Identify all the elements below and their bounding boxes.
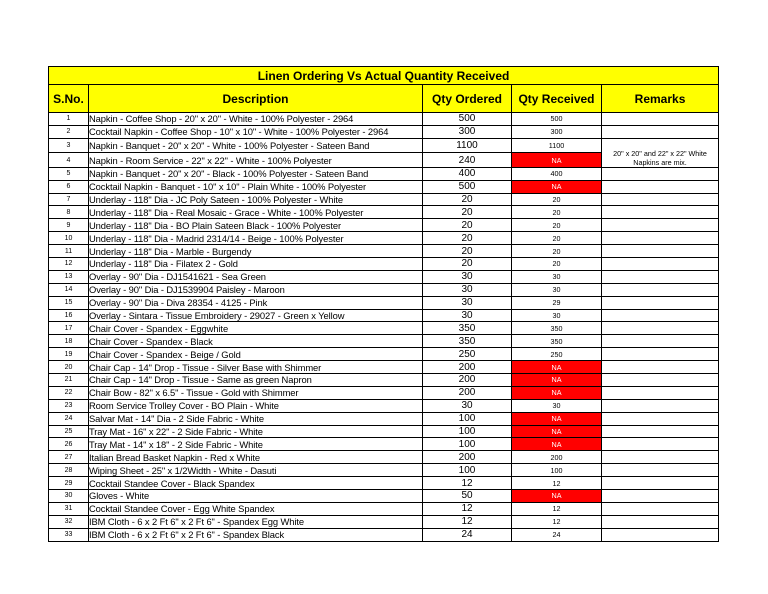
cell-qty-received[interactable]: 500 xyxy=(512,113,602,126)
cell-sno[interactable]: 29 xyxy=(49,477,89,490)
cell-sno[interactable]: 13 xyxy=(49,270,89,283)
cell-qty-ordered[interactable]: 12 xyxy=(423,502,512,515)
cell-description[interactable]: Cocktail Standee Cover - Egg White Spandex xyxy=(89,502,423,515)
cell-description[interactable]: Napkin - Banquet - 20" x 20" - White - 100% Polyester - Sateen Band xyxy=(89,138,423,153)
cell-description[interactable]: Salvar Mat - 14" Dia - 2 Side Fabric - White xyxy=(89,412,423,425)
cell-sno[interactable]: 9 xyxy=(49,219,89,232)
remark-note: 20" x 20" and 22" x 22" White Napkins are mix. xyxy=(613,148,707,167)
header-description[interactable]: Description xyxy=(89,85,423,113)
cell-description[interactable]: Napkin - Room Service - 22" x 22" - White - 100% Polyester xyxy=(89,153,423,168)
cell-qty-ordered[interactable]: 100 xyxy=(423,438,512,451)
cell-description[interactable]: Wiping Sheet - 25" x 1/2Width - White - Dasuti xyxy=(89,464,423,477)
cell-remarks[interactable] xyxy=(602,374,719,387)
table-row xyxy=(49,296,719,309)
cell-qty-received[interactable]: NA xyxy=(512,425,602,438)
cell-sno[interactable]: 10 xyxy=(49,232,89,245)
cell-description[interactable]: Cocktail Napkin - Banquet - 10" x 10" - Plain White - 100% Polyester xyxy=(89,180,423,193)
cell-remarks[interactable] xyxy=(602,283,719,296)
table-row xyxy=(49,180,719,193)
cell-qty-received[interactable]: NA xyxy=(512,386,602,399)
cell-description[interactable]: Chair Cover - Spandex - Beige / Gold xyxy=(89,348,423,361)
cell-description[interactable]: Underlay - 118" Dia - Real Mosaic - Grace - White - 100% Polyester xyxy=(89,206,423,219)
cell-remarks[interactable] xyxy=(602,258,719,271)
cell-description[interactable]: Tray Mat - 16" x 22" - 2 Side Fabric - White xyxy=(89,425,423,438)
cell-qty-received[interactable]: 350 xyxy=(512,335,602,348)
cell-sno[interactable]: 2 xyxy=(49,125,89,138)
cell-sno[interactable]: 31 xyxy=(49,502,89,515)
table-row xyxy=(49,193,719,206)
table-row xyxy=(49,125,719,138)
cell-remarks[interactable] xyxy=(602,193,719,206)
cell-qty-ordered[interactable]: 1100 xyxy=(423,138,512,153)
cell-description[interactable]: Chair Cap - 14" Drop - Tissue - Same as green Napron xyxy=(89,374,423,387)
cell-sno[interactable]: 7 xyxy=(49,193,89,206)
cell-qty-received[interactable]: 29 xyxy=(512,296,602,309)
cell-description[interactable]: Gloves - White xyxy=(89,490,423,503)
cell-sno[interactable]: 6 xyxy=(49,180,89,193)
cell-qty-received[interactable]: 100 xyxy=(512,464,602,477)
cell-description[interactable]: Cocktail Standee Cover - Black Spandex xyxy=(89,477,423,490)
cell-qty-received[interactable]: 250 xyxy=(512,348,602,361)
cell-qty-ordered[interactable]: 500 xyxy=(423,113,512,126)
cell-remarks[interactable] xyxy=(602,361,719,374)
cell-qty-ordered[interactable]: 20 xyxy=(423,219,512,232)
cell-qty-ordered[interactable]: 12 xyxy=(423,477,512,490)
cell-remarks[interactable] xyxy=(602,180,719,193)
cell-qty-received[interactable]: 12 xyxy=(512,515,602,528)
cell-qty-received[interactable]: 30 xyxy=(512,399,602,412)
cell-remarks[interactable] xyxy=(602,335,719,348)
cell-sno[interactable]: 16 xyxy=(49,309,89,322)
cell-qty-ordered[interactable]: 200 xyxy=(423,361,512,374)
cell-qty-ordered[interactable]: 30 xyxy=(423,270,512,283)
header-qty-ordered[interactable]: Qty Ordered xyxy=(423,85,512,113)
cell-qty-received[interactable]: 20 xyxy=(512,232,602,245)
cell-description[interactable]: Overlay - 90" Dia - DJ1539904 Paisley - Maroon xyxy=(89,283,423,296)
cell-qty-ordered[interactable]: 50 xyxy=(423,490,512,503)
cell-sno[interactable]: 30 xyxy=(49,490,89,503)
cell-qty-received[interactable]: 20 xyxy=(512,258,602,271)
cell-qty-received[interactable]: NA xyxy=(512,374,602,387)
table-row xyxy=(49,113,719,126)
cell-qty-received[interactable]: 300 xyxy=(512,125,602,138)
cell-description[interactable]: Overlay - Sintara - Tissue Embroidery - 29027 - Green x Yellow xyxy=(89,309,423,322)
cell-qty-ordered[interactable]: 100 xyxy=(423,425,512,438)
cell-qty-ordered[interactable]: 200 xyxy=(423,374,512,387)
cell-remarks[interactable] xyxy=(602,451,719,464)
cell-sno[interactable]: 8 xyxy=(49,206,89,219)
cell-remarks[interactable] xyxy=(602,502,719,515)
cell-qty-ordered[interactable]: 250 xyxy=(423,348,512,361)
table-row xyxy=(49,245,719,258)
cell-remarks[interactable] xyxy=(602,425,719,438)
table-row xyxy=(49,219,719,232)
table-row xyxy=(49,464,719,477)
table-row xyxy=(49,258,719,271)
cell-description[interactable]: IBM Cloth - 6 x 2 Ft 6" x 2 Ft 6" - Spandex Black xyxy=(89,528,423,541)
cell-qty-ordered[interactable]: 350 xyxy=(423,322,512,335)
table-row xyxy=(49,283,719,296)
cell-qty-received[interactable]: 30 xyxy=(512,270,602,283)
cell-qty-received[interactable]: 350 xyxy=(512,322,602,335)
cell-description[interactable]: Overlay - 90" Dia - DJ1541621 - Sea Green xyxy=(89,270,423,283)
table-row xyxy=(49,515,719,528)
cell-remarks[interactable] xyxy=(602,528,719,541)
table-row xyxy=(49,206,719,219)
cell-remarks[interactable] xyxy=(602,515,719,528)
cell-sno[interactable]: 21 xyxy=(49,374,89,387)
cell-qty-received[interactable]: NA xyxy=(512,438,602,451)
cell-qty-received[interactable]: NA xyxy=(512,180,602,193)
table-row xyxy=(49,361,719,374)
table-row xyxy=(49,399,719,412)
cell-description[interactable]: Room Service Trolley Cover - BO Plain - White xyxy=(89,399,423,412)
cell-sno[interactable]: 26 xyxy=(49,438,89,451)
cell-sno[interactable]: 25 xyxy=(49,425,89,438)
cell-sno[interactable]: 22 xyxy=(49,386,89,399)
cell-qty-ordered[interactable]: 12 xyxy=(423,515,512,528)
cell-remarks[interactable] xyxy=(602,296,719,309)
cell-qty-received[interactable]: 30 xyxy=(512,283,602,296)
cell-description[interactable]: Overlay - 90" Dia - Diva 28354 - 4125 - Pink xyxy=(89,296,423,309)
cell-sno[interactable]: 17 xyxy=(49,322,89,335)
cell-qty-received[interactable]: 400 xyxy=(512,167,602,180)
cell-sno[interactable]: 4 xyxy=(49,153,89,168)
cell-remarks[interactable] xyxy=(602,322,719,335)
cell-sno[interactable]: 15 xyxy=(49,296,89,309)
cell-description[interactable]: Napkin - Coffee Shop - 20" x 20" - White - 100% Polyester - 2964 xyxy=(89,113,423,126)
cell-sno[interactable]: 24 xyxy=(49,412,89,425)
cell-qty-received[interactable]: 20 xyxy=(512,206,602,219)
cell-description[interactable]: Underlay - 118" Dia - Madrid 2314/14 - Beige - 100% Polyester xyxy=(89,232,423,245)
cell-sno[interactable]: 33 xyxy=(49,528,89,541)
cell-remarks[interactable] xyxy=(602,245,719,258)
cell-remarks[interactable] xyxy=(602,206,719,219)
cell-qty-ordered[interactable]: 20 xyxy=(423,245,512,258)
cell-qty-ordered[interactable]: 20 xyxy=(423,193,512,206)
table-row xyxy=(49,374,719,387)
cell-sno[interactable]: 20 xyxy=(49,361,89,374)
cell-qty-ordered[interactable]: 30 xyxy=(423,309,512,322)
table-row xyxy=(49,167,719,180)
table-row xyxy=(49,386,719,399)
header-row xyxy=(49,85,719,113)
cell-qty-received[interactable]: 20 xyxy=(512,193,602,206)
table-row xyxy=(49,477,719,490)
cell-remarks[interactable] xyxy=(602,232,719,245)
cell-description[interactable]: Underlay - 118" Dia - Filatex 2 - Gold xyxy=(89,258,423,271)
cell-remarks[interactable] xyxy=(602,490,719,503)
cell-remarks[interactable] xyxy=(602,219,719,232)
table-row xyxy=(49,309,719,322)
cell-remarks[interactable] xyxy=(602,167,719,180)
table-row xyxy=(49,348,719,361)
table-row xyxy=(49,528,719,541)
cell-description[interactable]: Chair Cover - Spandex - Black xyxy=(89,335,423,348)
cell-sno[interactable]: 3 xyxy=(49,138,89,153)
cell-sno[interactable]: 18 xyxy=(49,335,89,348)
cell-description[interactable]: Chair Bow - 82" x 6.5" - Tissue - Gold with Shimmer xyxy=(89,386,423,399)
cell-qty-ordered[interactable]: 200 xyxy=(423,451,512,464)
cell-qty-ordered[interactable]: 400 xyxy=(423,167,512,180)
cell-qty-received[interactable]: 20 xyxy=(512,219,602,232)
cell-qty-ordered[interactable]: 30 xyxy=(423,399,512,412)
cell-qty-ordered[interactable]: 20 xyxy=(423,232,512,245)
table-row xyxy=(49,438,719,451)
header-sno[interactable]: S.No. xyxy=(49,85,89,113)
cell-sno[interactable]: 5 xyxy=(49,167,89,180)
cell-sno[interactable]: 14 xyxy=(49,283,89,296)
table-row xyxy=(49,335,719,348)
cell-qty-received[interactable]: 24 xyxy=(512,528,602,541)
cell-qty-ordered[interactable]: 20 xyxy=(423,206,512,219)
cell-qty-ordered[interactable]: 24 xyxy=(423,528,512,541)
cell-qty-ordered[interactable]: 100 xyxy=(423,412,512,425)
cell-remarks[interactable] xyxy=(602,464,719,477)
table-row xyxy=(49,322,719,335)
cell-qty-received[interactable]: 200 xyxy=(512,451,602,464)
cell-remarks[interactable] xyxy=(602,477,719,490)
table-row xyxy=(49,425,719,438)
table-body xyxy=(49,113,719,542)
cell-description[interactable]: Underlay - 118" Dia - BO Plain Sateen Black - 100% Polyester xyxy=(89,219,423,232)
cell-description[interactable]: Napkin - Banquet - 20" x 20" - Black - 100% Polyester - Sateen Band xyxy=(89,167,423,180)
cell-qty-ordered[interactable]: 20 xyxy=(423,258,512,271)
cell-remarks[interactable] xyxy=(602,438,719,451)
cell-qty-received[interactable]: 30 xyxy=(512,309,602,322)
cell-sno[interactable]: 12 xyxy=(49,258,89,271)
cell-qty-received[interactable]: 12 xyxy=(512,477,602,490)
cell-qty-ordered[interactable]: 300 xyxy=(423,125,512,138)
table-row xyxy=(49,270,719,283)
cell-description[interactable]: Underlay - 118" Dia - Marble - Burgendy xyxy=(89,245,423,258)
cell-description[interactable]: Chair Cover - Spandex - Eggwhite xyxy=(89,322,423,335)
cell-description[interactable]: Tray Mat - 14" x 18" - 2 Side Fabric - White xyxy=(89,438,423,451)
cell-remarks[interactable] xyxy=(602,412,719,425)
cell-description[interactable]: Underlay - 118" Dia - JC Poly Sateen - 100% Polyester - White xyxy=(89,193,423,206)
cell-sno[interactable]: 27 xyxy=(49,451,89,464)
cell-sno[interactable]: 19 xyxy=(49,348,89,361)
cell-qty-ordered[interactable]: 200 xyxy=(423,386,512,399)
cell-remarks[interactable] xyxy=(602,386,719,399)
cell-qty-ordered[interactable]: 350 xyxy=(423,335,512,348)
cell-qty-received[interactable]: NA xyxy=(512,412,602,425)
cell-qty-ordered[interactable]: 240 xyxy=(423,153,512,168)
table-row xyxy=(49,412,719,425)
table-row xyxy=(49,451,719,464)
cell-qty-received[interactable]: 1100 xyxy=(512,138,602,153)
table-row xyxy=(49,138,719,153)
cell-qty-ordered[interactable]: 30 xyxy=(423,296,512,309)
header-remarks[interactable]: Remarks xyxy=(602,85,719,113)
cell-qty-ordered[interactable]: 30 xyxy=(423,283,512,296)
header-qty-received[interactable]: Qty Received xyxy=(512,85,602,113)
cell-remarks[interactable] xyxy=(602,309,719,322)
cell-sno[interactable]: 1 xyxy=(49,113,89,126)
cell-remarks[interactable] xyxy=(602,399,719,412)
cell-remarks-merged[interactable] xyxy=(602,138,719,167)
cell-qty-received[interactable]: NA xyxy=(512,490,602,503)
cell-sno[interactable]: 23 xyxy=(49,399,89,412)
cell-remarks[interactable] xyxy=(602,125,719,138)
table-row xyxy=(49,490,719,503)
cell-qty-received[interactable]: NA xyxy=(512,153,602,168)
linen-table xyxy=(48,66,719,542)
cell-remarks[interactable] xyxy=(602,270,719,283)
cell-remarks[interactable] xyxy=(602,348,719,361)
cell-description[interactable]: Chair Cap - 14" Drop - Tissue - Silver Base with Shimmer xyxy=(89,361,423,374)
cell-qty-ordered[interactable]: 100 xyxy=(423,464,512,477)
cell-qty-received[interactable]: 20 xyxy=(512,245,602,258)
cell-description[interactable]: IBM Cloth - 6 x 2 Ft 6" x 2 Ft 6" - Spandex Egg White xyxy=(89,515,423,528)
cell-description[interactable]: Italian Bread Basket Napkin - Red x White xyxy=(89,451,423,464)
cell-description[interactable]: Cocktail Napkin - Coffee Shop - 10" x 10" - White - 100% Polyester - 2964 xyxy=(89,125,423,138)
cell-qty-ordered[interactable]: 500 xyxy=(423,180,512,193)
title-row xyxy=(49,67,719,85)
cell-sno[interactable]: 11 xyxy=(49,245,89,258)
table-row xyxy=(49,232,719,245)
cell-qty-received[interactable]: NA xyxy=(512,361,602,374)
cell-remarks[interactable] xyxy=(602,113,719,126)
cell-sno[interactable]: 28 xyxy=(49,464,89,477)
table-row xyxy=(49,502,719,515)
cell-qty-received[interactable]: 12 xyxy=(512,502,602,515)
sheet-title[interactable]: Linen Ordering Vs Actual Quantity Received xyxy=(49,67,719,85)
cell-sno[interactable]: 32 xyxy=(49,515,89,528)
